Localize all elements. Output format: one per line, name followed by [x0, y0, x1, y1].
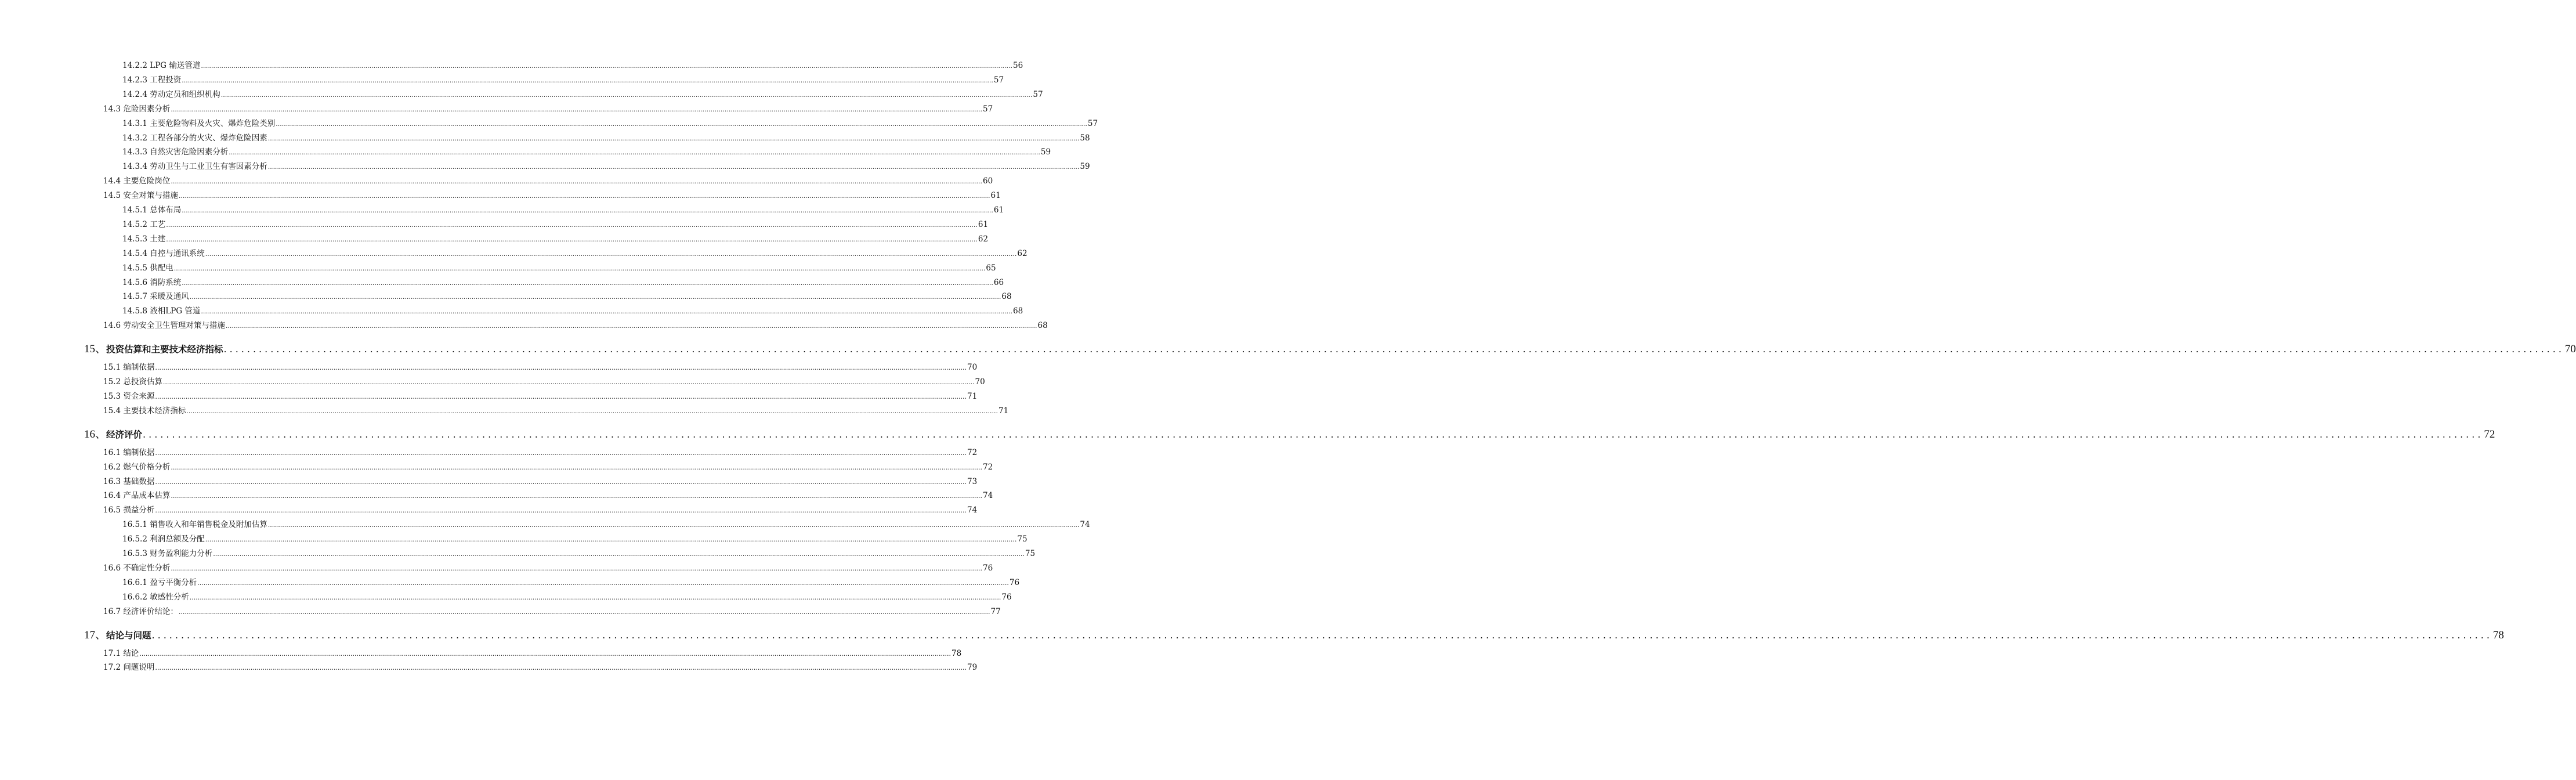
toc-page-number: 74 — [967, 505, 978, 515]
dot-leader: ................................................................................................................................................................................................................................................................................................................................................................................................................ — [162, 378, 975, 386]
toc-entry[interactable] — [122, 276, 1004, 289]
dot-leader: ................................................................................................................................................................................................................................................................................................................................................................................................................ — [205, 250, 1017, 258]
dot-leader: ................................................................................................................................................................................................................................................................................................................................................................................................................ — [229, 149, 1040, 157]
toc-entry-title — [84, 427, 142, 443]
toc-entry-title: 16.5 损益分析 — [103, 505, 155, 515]
toc-entry[interactable] — [122, 160, 1090, 173]
toc-entry-title: 15.4 主要技术经济指标 — [103, 406, 186, 416]
toc-page-number: 65 — [986, 263, 996, 273]
toc-entry[interactable] — [103, 504, 978, 517]
toc-entry-title: 14.3 危险因素分析 — [103, 104, 171, 114]
toc-entry-title: 14.2.4 劳动定员和组织机构 — [122, 89, 220, 99]
toc-page-number: 70 — [2564, 343, 2576, 356]
toc-page-number: 71 — [998, 406, 1009, 416]
toc-entry[interactable] — [122, 305, 1023, 317]
toc-page-number: 59 — [1080, 162, 1090, 172]
dot-leader: ................................................................................................................................................................................................................................................................................................................................................................................................................ — [166, 235, 978, 243]
toc-entry[interactable] — [103, 647, 962, 660]
toc-entry-title: 16.6.1 盈亏平衡分析 — [122, 577, 197, 587]
toc-entry[interactable] — [103, 446, 978, 459]
toc-page-number: 77 — [990, 606, 1001, 616]
toc-entry-title: 14.5.5 供配电 — [122, 263, 173, 273]
toc-page-number: 61 — [978, 219, 989, 229]
dot-leader: ................................................................................................................................................................................................................................................................................................................................................................................................................ — [155, 664, 967, 672]
dot-leader: ................................................................................................................................................................................................................................................................................................................................................................................................................ — [197, 579, 1009, 587]
toc-page-number: 74 — [1080, 520, 1090, 530]
dot-leader: ................................................................................................................................................................................................................................................................................................................................................................................................................ — [201, 308, 1012, 316]
toc-entry[interactable] — [122, 132, 1090, 145]
toc-entry[interactable] — [103, 375, 985, 388]
toc-page-number: 73 — [967, 476, 978, 486]
toc-entry[interactable] — [122, 547, 1036, 560]
toc-entry-title: 14.3.3 自然灾害危险因素分析 — [122, 147, 229, 157]
toc-page-number: 62 — [1017, 248, 1027, 258]
toc-entry[interactable] — [122, 117, 1098, 130]
dot-leader: ................................................................................................................................................................................................................................................................................................................................................................................................................ — [182, 279, 993, 287]
toc-entry[interactable] — [122, 218, 989, 231]
toc-entry[interactable] — [122, 576, 1020, 589]
toc-page-number: 57 — [993, 75, 1004, 85]
toc-entry-title — [84, 627, 151, 644]
toc-entry[interactable] — [122, 290, 1012, 303]
toc-entry[interactable] — [122, 262, 996, 275]
toc-page-number: 68 — [1037, 321, 1048, 331]
toc-entry[interactable] — [103, 562, 993, 575]
toc-entry-title: 16.3 基础数据 — [103, 476, 155, 486]
toc-entry-title: 14.5.7 采暖及通风 — [122, 292, 189, 302]
toc-page-number: 76 — [983, 563, 993, 573]
toc-page-number: 75 — [1017, 535, 1027, 544]
toc-entry[interactable] — [122, 518, 1090, 531]
toc-entry-title: 14.4 主要危险岗位 — [103, 176, 171, 186]
toc-chapter-number: 15、 — [84, 343, 107, 356]
dot-leader: ................................................................................................................................................................................................................................................................................................................................................................................................................ — [178, 608, 990, 616]
dot-leader: ................................................................................................................................................................................................................................................................................................................................................................................................................ — [267, 134, 1080, 142]
toc-entry-title: 15.3 资金来源 — [103, 391, 155, 401]
toc-entry-title: 16.5.3 财务盈利能力分析 — [122, 549, 213, 558]
toc-page-number: 71 — [967, 391, 978, 401]
dot-leader: ................................................................................................................................................................................................................................................................................................................................................................................................................ — [178, 192, 990, 200]
toc-page-number: 56 — [1013, 61, 1023, 70]
toc-chapter-entry[interactable] — [84, 627, 2504, 644]
dot-leader: ................................................................................................................................................................................................................................................................................................................................................................................................................ — [182, 207, 993, 214]
toc-page-number: 72 — [983, 462, 993, 472]
toc-entry-title: 16.4 产品成本估算 — [103, 491, 171, 501]
dot-leader: ................................................................................................................................................................................................................................................................................................................................................................................................................ — [267, 521, 1080, 529]
toc-entry[interactable] — [122, 204, 1004, 216]
toc-page-number: 70 — [967, 363, 978, 373]
dot-leader: ................................................................................................................................................................................................................................................................................................................................................................................................................ — [173, 264, 986, 272]
toc-entry[interactable] — [122, 247, 1027, 260]
toc-chapter-title: 结论与问题 — [106, 630, 151, 641]
dot-leader: ................................................................................................................................................................................................................................................................................................................................................................................................................ — [155, 478, 967, 486]
toc-entry-title: 14.5.1 总体布局 — [122, 205, 182, 215]
toc-chapter-title: 投资估算和主要技术经济指标 — [106, 344, 223, 355]
dot-leader: ................................................................................................................................................................................................................................................................................................................................................................................................................ — [155, 449, 967, 457]
toc-entry-title: 14.5 安全对策与措施 — [103, 191, 178, 201]
toc-page-number: 68 — [1013, 306, 1023, 316]
toc-page-number: 78 — [2492, 629, 2504, 641]
toc-entry-title: 14.3.1 主要危险物料及火灾、爆炸危险类别 — [122, 118, 276, 128]
dot-leader: ................................................................................................................................................................................................................................................................................................................................................................................................................ — [139, 649, 951, 658]
toc-entry-title: 14.3.2 工程各部分的火灾、爆炸危险因素 — [122, 133, 267, 143]
dot-leader: ................................................................................................................................................................................................................................................................................................................................................................................................................ — [155, 364, 967, 372]
toc-entry-title: 14.5.6 消防系统 — [122, 277, 182, 287]
toc-page-number: 68 — [1001, 292, 1012, 302]
dot-leader: ................................................................................................................................................................................................................................................................................................................................................................................................................ — [205, 536, 1017, 544]
toc-page-number: 74 — [983, 491, 993, 501]
toc-page-number: 79 — [967, 663, 978, 673]
toc-chapter-entry[interactable] — [84, 427, 2495, 443]
dot-leader: ................................................................................................................................................................................................................................................................................................................................................................................................................ — [171, 492, 982, 500]
toc-entry-title: 16.7 经济评价结论： — [103, 606, 178, 616]
toc-entry-title — [84, 341, 223, 358]
toc-entry[interactable] — [122, 74, 1004, 86]
toc-entry-title: 17.2 问题说明 — [103, 663, 155, 673]
toc-page-number: 75 — [1025, 549, 1036, 558]
dot-leader: ................................................................................................................................................................................................................................................................................................................................................................................................................ — [220, 91, 1033, 99]
toc-entry-title: 14.5.2 工艺 — [122, 219, 166, 229]
dot-leader: ................................................................................................................................................................................................................................................................................................................................................................................................................ — [213, 550, 1025, 558]
dot-leader: ................................................................................................................................................................................................................................................................................................................................................................................................................ — [276, 120, 1087, 128]
toc-page-number: 62 — [978, 234, 989, 244]
toc-entry-title: 15.1 编制依据 — [103, 363, 155, 373]
dot-leader: ................................................................................................................................................................................................................................................................................................................................................................................................................ — [182, 76, 993, 84]
toc-chapter-number: 17、 — [84, 629, 107, 641]
toc-entry[interactable] — [103, 319, 1048, 332]
toc-entry-title: 17.1 结论 — [103, 648, 139, 658]
dot-leader: ................................................................................................................................................................................................................................................................................................................................................................................................................ — [189, 593, 1001, 601]
toc-page-number: 66 — [993, 277, 1004, 287]
dot-leader: ................................................................................................................................................................................................................................................................................................................................................................................................................ — [155, 392, 967, 400]
toc-entry[interactable] — [103, 475, 978, 488]
toc-page-number: 60 — [983, 176, 993, 186]
dot-leader: ................................................................................................................................................................................................................................................................................................................................................................................................................ — [223, 344, 2564, 355]
dot-leader: ................................................................................................................................................................................................................................................................................................................................................................................................................ — [171, 105, 982, 113]
toc-page-number: 76 — [1009, 577, 1020, 587]
toc-page-number: 59 — [1040, 147, 1051, 157]
toc-page-number: 72 — [967, 447, 978, 457]
toc-page-number: 70 — [975, 377, 985, 387]
dot-leader: ................................................................................................................................................................................................................................................................................................................................................................................................................ — [155, 507, 967, 515]
toc-entry-title: 16.1 编制依据 — [103, 447, 155, 457]
toc-page-number: 57 — [983, 104, 993, 114]
toc-page-number: 78 — [951, 648, 962, 658]
toc-entry-title: 16.2 燃气价格分析 — [103, 462, 171, 472]
toc-entry-title: 16.5.1 销售收入和年销售税金及附加估算 — [122, 520, 267, 530]
toc-page-number: 61 — [993, 205, 1004, 215]
toc-entry[interactable] — [122, 533, 1027, 546]
toc-chapter-title: 经济评价 — [106, 429, 143, 440]
toc-entry[interactable] — [103, 605, 1001, 618]
toc-entry[interactable] — [103, 175, 993, 187]
toc-entry-title: 14.2.3 工程投资 — [122, 75, 182, 85]
toc-page-number: 57 — [1087, 118, 1098, 128]
toc-entry[interactable] — [103, 489, 993, 502]
toc-entry[interactable] — [103, 390, 978, 403]
toc-entry-title: 14.3.4 劳动卫生与工业卫生有害因素分析 — [122, 162, 267, 172]
toc-entry-title: 16.6 不确定性分析 — [103, 563, 171, 573]
toc-entry-title: 14.6 劳动安全卫生管理对策与措施 — [103, 321, 225, 331]
dot-leader: ................................................................................................................................................................................................................................................................................................................................................................................................................ — [171, 178, 982, 186]
toc-entry[interactable] — [122, 233, 989, 245]
toc-entry-title: 14.5.3 土建 — [122, 234, 166, 244]
toc-entry[interactable] — [103, 189, 1001, 202]
dot-leader: ................................................................................................................................................................................................................................................................................................................................................................................................................ — [225, 322, 1037, 330]
toc-entry[interactable] — [103, 103, 993, 115]
dot-leader: ................................................................................................................................................................................................................................................................................................................................................................................................................ — [143, 428, 2484, 440]
toc-entry[interactable] — [103, 661, 978, 674]
toc-page-number: 58 — [1080, 133, 1090, 143]
dot-leader: ................................................................................................................................................................................................................................................................................................................................................................................................................ — [267, 163, 1080, 171]
toc-page-number: 72 — [2484, 428, 2495, 440]
toc-page-number: 57 — [1033, 89, 1043, 99]
toc-chapter-number: 16、 — [84, 428, 107, 440]
toc-entry[interactable] — [122, 146, 1051, 158]
toc-entry[interactable] — [122, 59, 1023, 72]
toc-entry[interactable] — [103, 461, 993, 474]
toc-entry-title: 16.5.2 利润总额及分配 — [122, 535, 205, 544]
dot-leader: ................................................................................................................................................................................................................................................................................................................................................................................................................ — [171, 463, 982, 471]
toc-page-number: 76 — [1001, 592, 1012, 602]
toc-chapter-entry[interactable] — [84, 341, 2576, 358]
toc-entry-title: 15.2 总投资估算 — [103, 377, 162, 387]
toc-entry[interactable] — [103, 361, 978, 374]
toc-entry-title: 16.6.2 敏感性分析 — [122, 592, 189, 602]
toc-entry-title: 14.2.2 LPG 输送管道 — [122, 61, 201, 70]
toc-entry-title: 14.5.8 液相LPG 管道 — [122, 306, 201, 316]
toc-entry[interactable] — [122, 88, 1043, 101]
dot-leader: ................................................................................................................................................................................................................................................................................................................................................................................................................ — [151, 629, 2492, 641]
toc-entry[interactable] — [103, 405, 1009, 417]
dot-leader: ................................................................................................................................................................................................................................................................................................................................................................................................................ — [189, 293, 1001, 301]
toc-page-number: 61 — [990, 191, 1001, 201]
dot-leader: ................................................................................................................................................................................................................................................................................................................................................................................................................ — [186, 407, 998, 415]
toc-entry-title: 14.5.4 自控与通讯系统 — [122, 248, 205, 258]
dot-leader: ................................................................................................................................................................................................................................................................................................................................................................................................................ — [166, 221, 978, 229]
toc-entry[interactable] — [122, 591, 1012, 604]
dot-leader: ................................................................................................................................................................................................................................................................................................................................................................................................................ — [171, 564, 982, 572]
dot-leader: ................................................................................................................................................................................................................................................................................................................................................................................................................ — [201, 62, 1012, 70]
